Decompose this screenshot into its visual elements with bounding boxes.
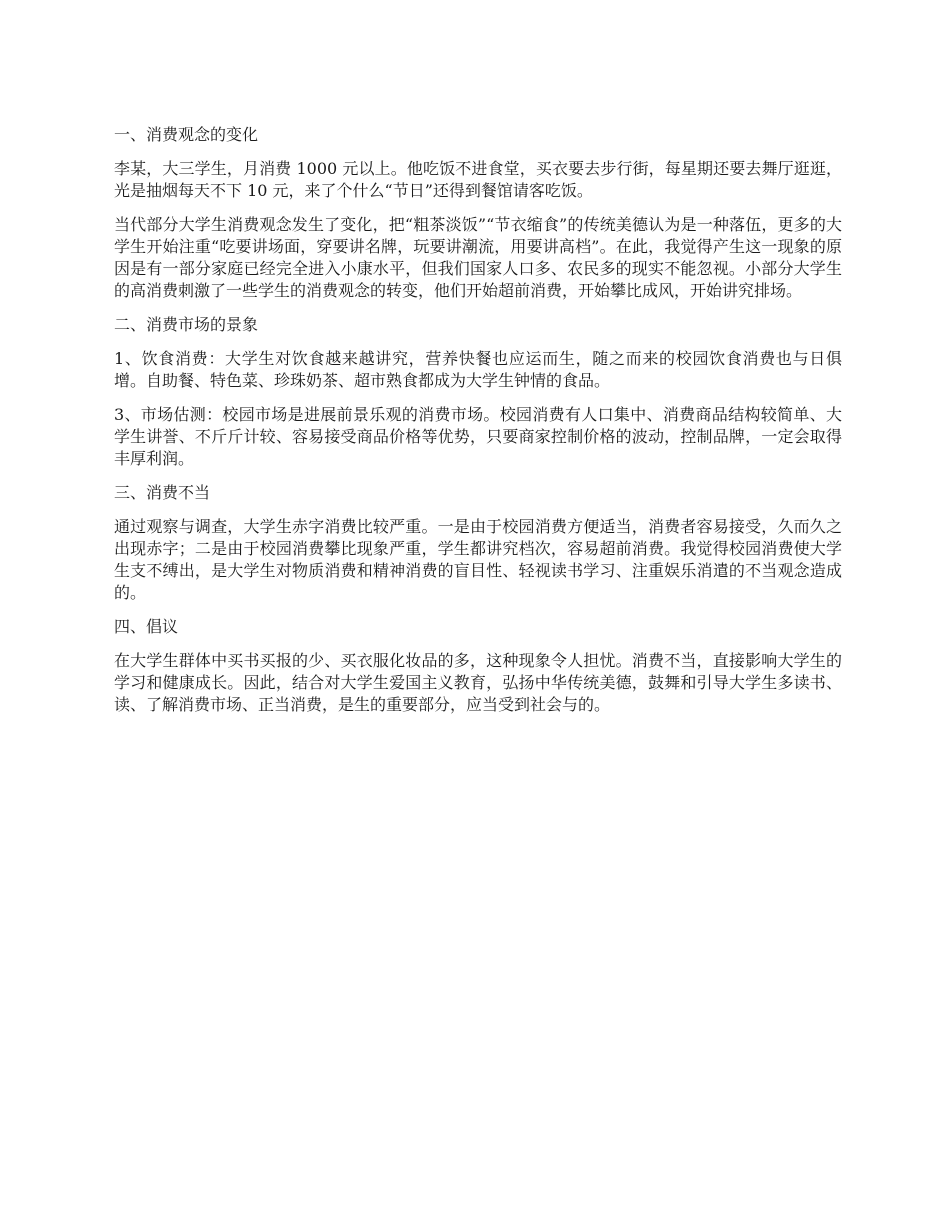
section-proposal <box>114 616 842 716</box>
section-consumption-market <box>114 314 842 470</box>
section-improper-consumption <box>114 482 842 604</box>
document-body <box>114 124 842 728</box>
paragraph: 1、饮食消费：大学生对饮食越来越讲究，营养快餐也应运而生，随之而来的校园饮食消费也与日俱增。自助餐、特色菜、珍珠奶茶、超市熟食都成为大学生钟情的食品。 <box>114 349 842 390</box>
paragraph: 李某，大三学生，月消费 1000 元以上。他吃饭不进食堂，买衣要去步行街，每星期还要去舞厅逛逛，光是抽烟每天不下 10 元，来了个什么“节日”还得到餐馆请客吃饭。 <box>114 159 842 200</box>
section-heading: 四、倡议 <box>114 617 179 636</box>
section-heading: 二、消费市场的景象 <box>114 315 259 334</box>
paragraph: 在大学生群体中买书买报的少、买衣服化妆品的多，这种现象令人担忧。消费不当，直接影响大学生的学习和健康成长。因此，结合对大学生爱国主义教育，弘扬中华传统美德，鼓舞和引导大学生多读书、读、了解消费市场、正当消费，是生的重要部分，应当受到社会与的。 <box>114 651 842 714</box>
paragraph: 3、市场估测：校园市场是进展前景乐观的消费市场。校园消费有人口集中、消费商品结构较简单、大学生讲誉、不斤斤计较、容易接受商品价格等优势，只要商家控制价格的波动，控制品牌，一定会取得丰厚利润。 <box>114 405 842 468</box>
paragraph: 当代部分大学生消费观念发生了变化，把“粗茶淡饭”“节衣缩食”的传统美德认为是一种落伍，更多的大学生开始注重“吃要讲场面，穿要讲名牌，玩要讲潮流，用要讲高档”。在此，我觉得产生这一现象的原因是有一部分家庭已经完全进入小康水平，但我们国家人口多、农民多的现实不能忽视。小部分大学生的高消费刺激了一些学生的消费观念的转变，他们开始超前消费，开始攀比成风，开始讲究排场。 <box>114 215 842 300</box>
paragraph: 通过观察与调查，大学生赤字消费比较严重。一是由于校园消费方便适当，消费者容易接受，久而久之出现赤字；二是由于校园消费攀比现象严重，学生都讲究档次，容易超前消费。我觉得校园消费使大学生支不缚出，是大学生对物质消费和精神消费的盲目性、轻视读书学习、注重娱乐消遣的不当观念造成的。 <box>114 517 842 602</box>
section-heading: 三、消费不当 <box>114 483 211 502</box>
section-heading: 一、消费观念的变化 <box>114 125 259 144</box>
section-consumption-concept <box>114 124 842 302</box>
